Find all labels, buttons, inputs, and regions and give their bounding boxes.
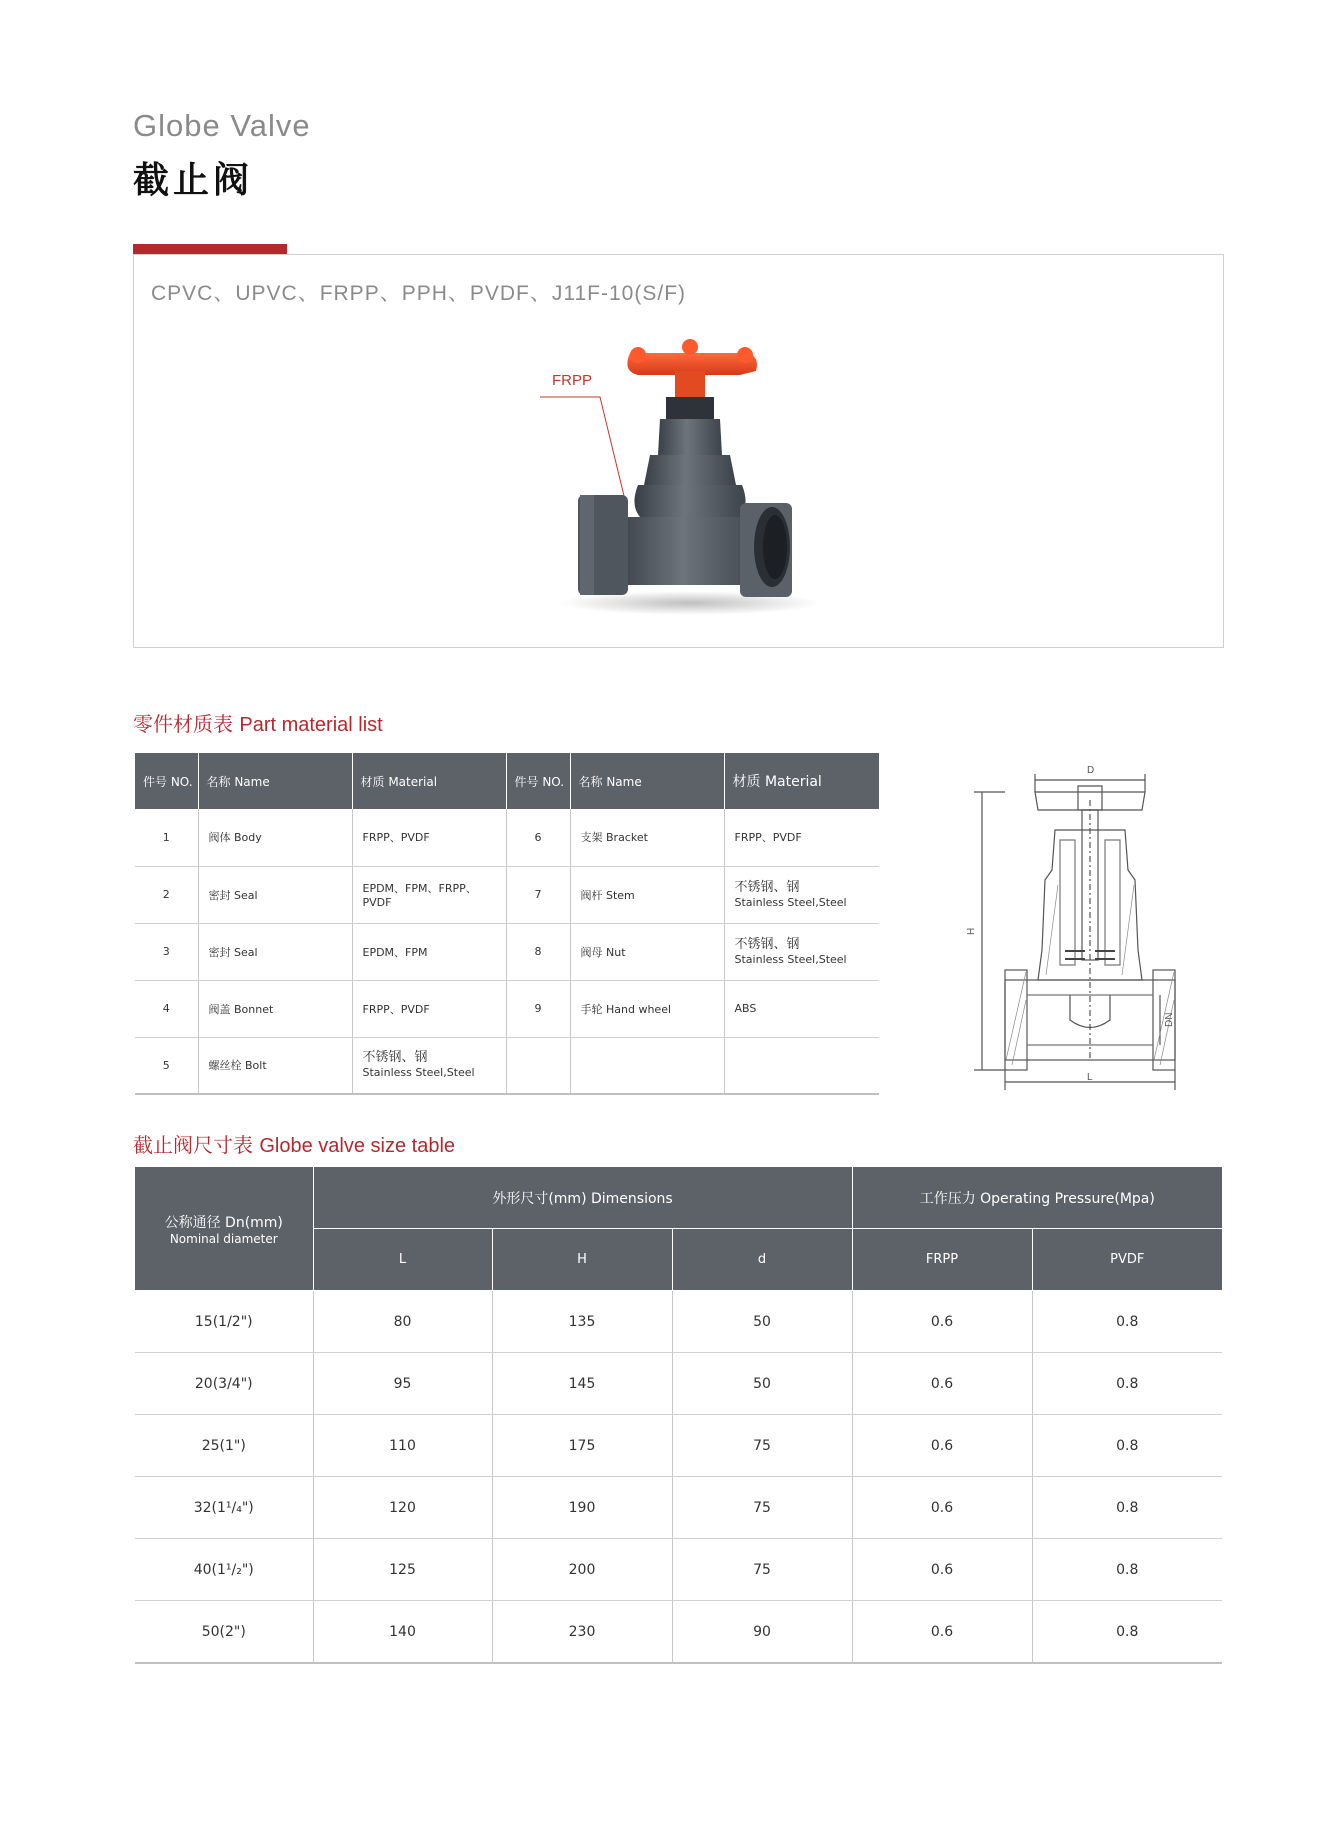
material-callout-label: FRPP [552, 372, 593, 389]
size-title-cn: 截止阀尺寸表 [133, 1133, 253, 1157]
col-header-no-2: 件号 NO. [506, 753, 570, 809]
col-header-nominal [135, 1167, 313, 1291]
cell-frpp: 0.6 [852, 1477, 1032, 1539]
cell-no: 3 [135, 923, 198, 980]
cell-frpp: 0.6 [852, 1353, 1032, 1415]
cell-material: EPDM、FPM、FRPP、PVDF [352, 866, 506, 923]
parts-title-cn: 零件材质表 [133, 712, 233, 736]
cell-material: FRPP、PVDF [352, 809, 506, 866]
nominal-label-cn: 公称通径 Dn(mm) [164, 1214, 283, 1231]
cell-material: FRPP、PVDF [724, 809, 879, 866]
globe-valve-size-table [135, 1167, 1222, 1664]
cell-no: 7 [506, 866, 570, 923]
drawing-label-h: H [966, 927, 977, 935]
cell-name: 阀母 Nut [570, 923, 724, 980]
cell-d: 75 [672, 1477, 852, 1539]
table-row [135, 1601, 1222, 1664]
table-header-row [135, 753, 879, 809]
table-row [135, 1539, 1222, 1601]
table-row [135, 866, 879, 923]
page-title-en: Globe Valve [133, 108, 311, 143]
table-row [135, 923, 879, 980]
cell-h: 200 [492, 1539, 672, 1601]
col-header-no: 件号 NO. [135, 753, 198, 809]
cell-no: 2 [135, 866, 198, 923]
part-material-table [135, 753, 879, 1095]
cell-h: 230 [492, 1601, 672, 1664]
cell-nominal: 32(1¹/₄") [135, 1477, 313, 1539]
table-row [135, 1037, 879, 1094]
table-row [135, 1353, 1222, 1415]
material-cn: 不锈钢、钢 [734, 936, 800, 952]
cell-material: EPDM、FPM [352, 923, 506, 980]
cell-nominal: 40(1¹/₂") [135, 1539, 313, 1601]
col-header-d: d [672, 1229, 852, 1291]
cell-d: 90 [672, 1601, 852, 1664]
cell-nominal: 50(2") [135, 1601, 313, 1664]
cell-name: 螺丝栓 Bolt [198, 1037, 352, 1094]
cell-material [724, 1037, 879, 1094]
cell-d: 75 [672, 1539, 852, 1601]
drawing-label-d: D [1087, 765, 1095, 776]
table-row [135, 809, 879, 866]
page-title-cn: 截止阀 [133, 160, 254, 201]
material-en: Stainless Steel,Steel [362, 1066, 475, 1080]
cell-frpp: 0.6 [852, 1415, 1032, 1477]
cell-name: 支架 Bracket [570, 809, 724, 866]
material-en: Stainless Steel,Steel [734, 895, 847, 909]
cell-l: 80 [313, 1291, 492, 1353]
parts-section-title [133, 708, 383, 737]
col-header-material: 材质 Material [352, 753, 506, 809]
cell-frpp: 0.6 [852, 1291, 1032, 1353]
col-header-name-2: 名称 Name [570, 753, 724, 809]
material-en: Stainless Steel,Steel [734, 952, 847, 966]
cell-frpp: 0.6 [852, 1539, 1032, 1601]
size-title-en: Globe valve size table [259, 1135, 456, 1157]
cell-pvdf: 0.8 [1032, 1353, 1222, 1415]
col-header-material-2: 材质 Material [724, 753, 879, 809]
col-header-frpp: FRPP [852, 1229, 1032, 1291]
material-cn: 不锈钢、钢 [362, 1050, 428, 1066]
drawing-label-dn: DN [1164, 1012, 1175, 1027]
cell-no: 9 [506, 980, 570, 1037]
cell-nominal: 25(1") [135, 1415, 313, 1477]
cell-d: 75 [672, 1415, 852, 1477]
col-group-pressure: 工作压力 Operating Pressure(Mpa) [852, 1167, 1222, 1229]
cell-d: 50 [672, 1291, 852, 1353]
cell-nominal: 20(3/4") [135, 1353, 313, 1415]
cell-pvdf: 0.8 [1032, 1539, 1222, 1601]
cell-h: 190 [492, 1477, 672, 1539]
cell-no [506, 1037, 570, 1094]
cell-name: 密封 Seal [198, 866, 352, 923]
size-section-title [133, 1129, 455, 1158]
materials-line: CPVC、UPVC、FRPP、PPH、PVDF、J11F-10(S/F) [151, 282, 687, 305]
cell-no: 4 [135, 980, 198, 1037]
table-row [135, 1291, 1222, 1353]
cell-no: 8 [506, 923, 570, 980]
cell-pvdf: 0.8 [1032, 1477, 1222, 1539]
col-header-pvdf: PVDF [1032, 1229, 1222, 1291]
table-row [135, 1477, 1222, 1539]
cell-no: 5 [135, 1037, 198, 1094]
col-header-name: 名称 Name [198, 753, 352, 809]
cell-h: 175 [492, 1415, 672, 1477]
cell-material: ABS [724, 980, 879, 1037]
cell-no: 6 [506, 809, 570, 866]
cell-name: 阀盖 Bonnet [198, 980, 352, 1037]
cell-material: FRPP、PVDF [352, 980, 506, 1037]
cell-frpp: 0.6 [852, 1601, 1032, 1664]
cell-name: 密封 Seal [198, 923, 352, 980]
table-row [135, 1415, 1222, 1477]
cell-name [570, 1037, 724, 1094]
cell-no: 1 [135, 809, 198, 866]
table-header-row [135, 1167, 1222, 1229]
valve-product-image [540, 335, 840, 620]
cell-name: 手轮 Hand wheel [570, 980, 724, 1037]
valve-section-drawing [960, 760, 1180, 1090]
cell-pvdf: 0.8 [1032, 1415, 1222, 1477]
table-row [135, 980, 879, 1037]
col-header-h: H [492, 1229, 672, 1291]
cell-l: 140 [313, 1601, 492, 1664]
col-group-dimensions: 外形尺寸(mm) Dimensions [313, 1167, 852, 1229]
cell-h: 145 [492, 1353, 672, 1415]
material-cn: 不锈钢、钢 [734, 879, 800, 895]
cell-l: 95 [313, 1353, 492, 1415]
cell-nominal: 15(1/2") [135, 1291, 313, 1353]
cell-name: 阀杆 Stem [570, 866, 724, 923]
cell-material [724, 866, 879, 923]
cell-pvdf: 0.8 [1032, 1601, 1222, 1664]
col-header-l: L [313, 1229, 492, 1291]
parts-title-en: Part material list [239, 714, 383, 736]
nominal-label-en: Nominal diameter [169, 1231, 278, 1246]
cell-l: 125 [313, 1539, 492, 1601]
cell-name: 阀体 Body [198, 809, 352, 866]
cell-d: 50 [672, 1353, 852, 1415]
drawing-label-l: L [1087, 1072, 1093, 1083]
cell-material [352, 1037, 506, 1094]
cell-l: 110 [313, 1415, 492, 1477]
cell-l: 120 [313, 1477, 492, 1539]
cell-material [724, 923, 879, 980]
cell-h: 135 [492, 1291, 672, 1353]
cell-pvdf: 0.8 [1032, 1291, 1222, 1353]
